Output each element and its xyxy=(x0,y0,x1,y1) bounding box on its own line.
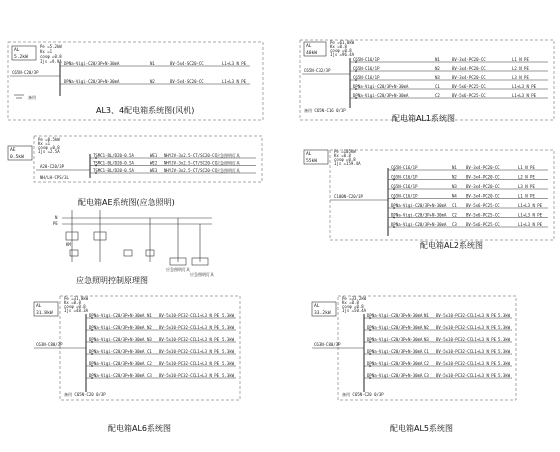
circuit-no: C3 xyxy=(424,373,429,379)
circuit-device: DPNa-Vigi-C20/3P+N-30mA xyxy=(367,337,423,343)
circuit-cable: BV-5x10-PC32-CC xyxy=(159,373,196,379)
panel-al5-box-value: 33.2kW xyxy=(314,311,331,316)
circuit-cable: BV-5x6-PC25-CC xyxy=(466,212,500,218)
control-label: PE xyxy=(53,221,58,226)
circuit-cable: BV-5x10-PC32-CC xyxy=(436,313,473,319)
circuit-cable: BV-5x6-PC25-CC xyxy=(452,93,486,99)
circuit-device: DPNa-Vigi-C20/3P+N-30mA xyxy=(367,373,423,379)
circuit-no: N4 xyxy=(452,193,457,199)
circuit-device: DPNa-Vigi-C20/3P+N-30mA xyxy=(89,325,145,331)
circuit-device: DPNa-Vigi-C20/3P+N-30mA xyxy=(89,337,145,343)
circuit-no: WE3 xyxy=(150,168,158,174)
circuit-phase: L1+L3 N PE xyxy=(512,84,537,90)
circuit-phase: L1+L3 N PE xyxy=(472,313,497,319)
control-title: 应急照明控制原理图 xyxy=(76,276,148,285)
panel-ae-param: cosφ =0.8 xyxy=(38,145,60,150)
circuit-device: DPNa-Vigi-C20/3P+N-30mA xyxy=(391,203,447,209)
circuit-phase: L3 N PE xyxy=(512,75,529,81)
panel-al1-box-label: AL xyxy=(306,44,312,49)
panel-ae-param: Ijs =2.5A xyxy=(38,149,60,154)
circuit-phase: L1+L3 N PE xyxy=(195,325,220,331)
panel-ae-spare: NH/LH-CPS/3L xyxy=(40,175,69,180)
circuit-no: WE1 xyxy=(150,153,158,159)
panel-ae-param: Pe =0.5kW xyxy=(38,137,60,142)
control-label: KM xyxy=(66,242,71,247)
circuit-no: C3 xyxy=(452,222,457,228)
circuit-device: C65N-C16/1P xyxy=(391,193,418,199)
panel-ae-incoming: A20-C20/3P xyxy=(40,164,65,169)
circuit-device: DPNa-Vigi-C20/3P+N-30mA xyxy=(89,313,145,319)
circuit-phase: L1+L3 N PE xyxy=(472,373,497,379)
panel-al6-incoming: C63N-C80/3P xyxy=(36,342,63,347)
circuit-load: 5.3kW xyxy=(498,373,511,379)
panel-al1 xyxy=(300,40,554,123)
circuit-no: N2 xyxy=(435,66,440,72)
circuit-cable: BV-3x4-PC20-CC xyxy=(466,174,500,180)
circuit-cable: NHYJV-3x2.5-CT/SC20-CC xyxy=(164,168,217,174)
panel-al34 xyxy=(8,42,263,120)
circuit-no: C2 xyxy=(147,361,152,367)
circuit-no: N2 xyxy=(452,174,457,180)
circuit-no: N3 xyxy=(435,75,440,81)
circuit-no: N3 xyxy=(452,184,457,190)
circuit-note: 应急照明灯具 xyxy=(216,160,240,166)
circuit-cable: BV-3x4-PC20-CC xyxy=(466,165,500,171)
circuit-phase: L1+L3 N PE xyxy=(472,325,497,331)
panel-al5-title: 配电箱AL5系统图 xyxy=(390,424,454,433)
circuit-load: 5.3kW xyxy=(498,325,511,331)
panel-al2-box-label: AL xyxy=(306,152,312,157)
circuit-cable: BV-5x10-PC32-CC xyxy=(159,325,196,331)
panel-al5 xyxy=(312,296,516,433)
circuit-load: 5.3kW xyxy=(222,373,235,379)
circuit-load: 5.3kW xyxy=(222,361,235,367)
circuit-load: 5.3kW xyxy=(222,325,235,331)
panel-al34-circuit-phase: L1+L3 N PE xyxy=(222,61,247,66)
circuit-cable: BV-5x10-PC32-CC xyxy=(436,373,473,379)
panel-al5-param: Ijs =50.4A xyxy=(342,308,367,313)
circuit-note: 应急照明灯具 xyxy=(216,168,240,174)
circuit-phase: L2 N PE xyxy=(512,66,529,72)
panel-al2-param: Kx =0.8 xyxy=(334,153,351,158)
circuit-phase: L1 N PE xyxy=(518,165,535,171)
panel-al6-box-label: AL xyxy=(36,304,42,309)
circuit-cable: BV-3x4-PC20-CC xyxy=(452,75,486,81)
panel-al1-param: cosφ =0.8 xyxy=(330,48,352,53)
control-label: 应急照明灯具 xyxy=(166,267,190,272)
panel-al34-title: AL3、4配电箱系统图(风机) xyxy=(96,106,195,115)
circuit-device: DPNa-Vigi-C20/3P+N-30mA xyxy=(391,212,447,218)
panel-al34-circuit-phase: L1+L3 N PE xyxy=(222,79,247,84)
circuit-phase: L3 N PE xyxy=(518,184,535,190)
circuit-no: N2 xyxy=(424,325,429,331)
circuit-no: C2 xyxy=(424,361,429,367)
circuit-device: DPNa-Vigi-C20/3P+N-30mA xyxy=(367,313,423,319)
circuit-cable: NHYJV-3x2.5-CT/SC20-CC xyxy=(164,153,217,159)
circuit-load: 5.3kW xyxy=(498,361,511,367)
circuit-device: DPNa-Vigi-C20/3P+N-30mA xyxy=(89,361,145,367)
circuit-load: 5.3kW xyxy=(222,349,235,355)
panel-al34-footer: 备用 xyxy=(28,95,36,100)
panel-al34-param: cosφ =0.8 xyxy=(40,54,62,59)
panel-al6 xyxy=(34,296,240,433)
panel-al34-circuit-no: N1 xyxy=(150,61,155,66)
circuit-cable: BV-5x6-PC25-CC xyxy=(466,222,500,228)
panel-al5-param: Pe =33.2kW xyxy=(342,296,367,301)
circuit-no: C2 xyxy=(452,212,457,218)
panel-al34-param: Pe =5.2kW xyxy=(40,44,62,49)
panel-al34-circuit-cable: BV-5x4-SC20-CC xyxy=(170,61,204,66)
circuit-no: C3 xyxy=(147,373,152,379)
circuit-device: DPNa-Vigi-C20/3P+N-30mA xyxy=(353,84,409,90)
panel-al34-box-label: AL xyxy=(14,48,20,53)
circuit-phase: L1+L3 N PE xyxy=(472,337,497,343)
panel-al2 xyxy=(304,149,554,250)
circuit-cable: BV-3x4-PC20-CC xyxy=(452,66,486,72)
panel-al5-param: Kx =0.8 xyxy=(342,300,359,305)
circuit-device: TSMC1-BL/D20-0.5A xyxy=(93,160,134,166)
circuit-no: C1 xyxy=(424,349,429,355)
circuit-device: C65N-C16/1P xyxy=(391,184,418,190)
circuit-note: 应急照明灯具 xyxy=(216,153,240,159)
circuit-no: N3 xyxy=(424,337,429,343)
panel-al2-box-value: 55kW xyxy=(306,159,318,164)
panel-al6-box-value: 31.8kW xyxy=(36,311,53,316)
panel-al1-footer: 备用 C65N-C16 0/1P xyxy=(304,108,346,113)
circuit-device: DPNa-Vigi-C20/3P+N-30mA xyxy=(367,361,423,367)
circuit-cable: BV-5x10-PC32-CC xyxy=(436,349,473,355)
panel-al5-footer: 备用 C65N-C20 0/3P xyxy=(342,392,384,397)
panel-al34-circuit-device: DPNa-Vigi-C20/3P+N-30mA xyxy=(64,79,120,84)
contact-icon xyxy=(70,250,78,256)
circuit-device: DPNa-Vigi-C20/3P+N-30mA xyxy=(89,373,145,379)
circuit-phase: L1+L3 N PE xyxy=(195,313,220,319)
panel-al2-param: cosφ =0.8 xyxy=(334,157,356,162)
panel-al6-title: 配电箱AL6系统图 xyxy=(108,424,172,433)
circuit-cable: BV-3x4-PC20-CC xyxy=(452,57,486,63)
circuit-phase: L1+L3 N PE xyxy=(195,337,220,343)
circuit-load: 5.3kW xyxy=(498,349,511,355)
circuit-no: C1 xyxy=(435,84,440,90)
circuit-phase: L1+L3 N PE xyxy=(195,373,220,379)
circuit-no: N1 xyxy=(435,57,440,63)
circuit-no: WE2 xyxy=(150,160,158,166)
panel-al1-box-value: 40kW xyxy=(306,51,318,56)
contact-icon xyxy=(124,250,132,256)
circuit-cable: BV-5x6-PC25-CC xyxy=(452,84,486,90)
circuit-device: TSMC1-BL/D20-0.5A xyxy=(93,153,134,159)
circuit-device: C65N-C16/1P xyxy=(391,165,418,171)
panel-al2-param: Pe =105kW xyxy=(334,149,356,154)
panel-al6-param: Kx =0.8 xyxy=(64,300,81,305)
circuit-cable: NHYJV-3x2.5-CT/SC20-CC xyxy=(164,160,217,166)
circuit-phase: L1 N PE xyxy=(518,193,535,199)
circuit-cable: BV-5x10-PC32-CC xyxy=(436,361,473,367)
panel-al5-incoming: C63N-C80/3P xyxy=(314,342,341,347)
panel-al1-param: Pe =61.8kW xyxy=(330,40,355,45)
panel-al34-circuit-cable: BV-5x4-SC20-CC xyxy=(170,79,204,84)
control-label: 应急照明灯具 xyxy=(190,272,214,277)
circuit-device: C65N-C16/1P xyxy=(353,66,380,72)
panel-al34-incoming: C65N-C20/3P xyxy=(12,70,39,75)
circuit-cable: BV-5x10-PC32-CC xyxy=(159,337,196,343)
panel-al34-circuit-no: N2 xyxy=(150,79,155,84)
circuit-phase: L1+L3 N PE xyxy=(472,349,497,355)
panel-al34-param: Kx =1 xyxy=(40,49,53,54)
circuit-cable: BV-5x10-PC32-CC xyxy=(159,349,196,355)
circuit-device: DPNa-Vigi-C20/3P+N-30mA xyxy=(353,93,409,99)
panel-al6-param: cosφ =0.8 xyxy=(64,304,86,309)
panel-al2-incoming: C100N-C20/3P xyxy=(334,194,363,199)
circuit-cable: BV-3x4-PC20-CC xyxy=(466,184,500,190)
circuit-device: C65N-C16/1P xyxy=(353,75,380,81)
panel-al1-title: 配电箱AL1系统图 xyxy=(392,114,456,123)
circuit-phase: L2 N PE xyxy=(518,174,535,180)
panel-al5-box-label: AL xyxy=(314,304,320,309)
circuit-phase: L1+L3 N PE xyxy=(195,361,220,367)
circuit-no: N1 xyxy=(424,313,429,319)
circuit-phase: L1+L3 N PE xyxy=(518,212,543,218)
circuit-load: 5.3kW xyxy=(222,337,235,343)
panel-al5-param: cosφ =0.8 xyxy=(342,304,364,309)
circuit-load: 5.3kW xyxy=(498,337,511,343)
circuit-no: N3 xyxy=(147,337,152,343)
panel-ae xyxy=(8,136,262,207)
circuit-cable: BV-3x4-PC20-CC xyxy=(466,193,500,199)
circuit-device: DPNa-Vigi-C20/3P+N-30mA xyxy=(89,349,145,355)
circuit-no: C1 xyxy=(147,349,152,355)
circuit-no: N2 xyxy=(147,325,152,331)
circuit-load: 5.3kW xyxy=(498,313,511,319)
circuit-phase: L1+L3 N PE xyxy=(518,203,543,209)
panel-al6-param: Pe =31.8kW xyxy=(64,296,89,301)
panel-al1-param: Ijs =96.4A xyxy=(330,52,355,57)
circuit-device: DPNa-Vigi-C20/3P+N-30mA xyxy=(367,325,423,331)
panel-al34-box-value: 5.2kW xyxy=(14,55,28,60)
circuit-no: N1 xyxy=(147,313,152,319)
circuit-no: N1 xyxy=(452,165,457,171)
circuit-phase: L1+L3 N PE xyxy=(518,222,543,228)
circuit-cable: BV-5x10-PC32-CC xyxy=(159,361,196,367)
circuit-cable: BV-5x6-PC25-CC xyxy=(466,203,500,209)
panel-ae-box-label: AE xyxy=(10,148,16,153)
circuit-device: C65N-C16/1P xyxy=(353,57,380,63)
circuit-device: C65N-C16/1P xyxy=(391,174,418,180)
panel-al6-footer: 备用 C65N-C20 0/3P xyxy=(64,392,106,397)
panel-ae-param: Kx =1 xyxy=(38,141,51,146)
panel-al6-param: Ijs =48.3A xyxy=(64,308,89,313)
circuit-no: C1 xyxy=(452,203,457,209)
panel-al34-param: Ijs =9.9A xyxy=(40,59,62,64)
panel-ae-box-value: 0.5kW xyxy=(10,155,24,160)
circuit-cable: BV-5x10-PC32-CC xyxy=(159,313,196,319)
circuit-phase: L1+L3 N PE xyxy=(472,361,497,367)
emergency-control-diagram xyxy=(53,210,215,285)
circuit-phase: L1+L3 N PE xyxy=(512,93,537,99)
panel-al1-param: Kx =0.8 xyxy=(330,44,347,49)
circuit-device: DPNa-Vigi-C20/3P+N-30mA xyxy=(367,349,423,355)
circuit-load: 5.3kW xyxy=(222,313,235,319)
circuit-device: DPNa-Vigi-C20/3P+N-30mA xyxy=(391,222,447,228)
panel-al34-circuit-device: DPNa-Vigi-C20/3P+N-30mA xyxy=(64,61,120,66)
circuit-device: TSMC1-BL/D20-0.5A xyxy=(93,168,134,174)
panel-al2-title: 配电箱AL2系统图 xyxy=(420,241,484,250)
panel-al1-incoming: C65N-C32/3P xyxy=(304,68,331,73)
circuit-phase: L1 N PE xyxy=(512,57,529,63)
circuit-cable: BV-5x10-PC32-CC xyxy=(436,325,473,331)
panel-al2-param: Ijs =159.4A xyxy=(334,161,361,166)
circuit-no: C2 xyxy=(435,93,440,99)
circuit-cable: BV-5x10-PC32-CC xyxy=(436,337,473,343)
circuit-phase: L1+L3 N PE xyxy=(195,349,220,355)
control-label: N xyxy=(55,215,58,220)
panel-ae-title: 配电箱AE系统图(应急照明) xyxy=(78,198,175,207)
